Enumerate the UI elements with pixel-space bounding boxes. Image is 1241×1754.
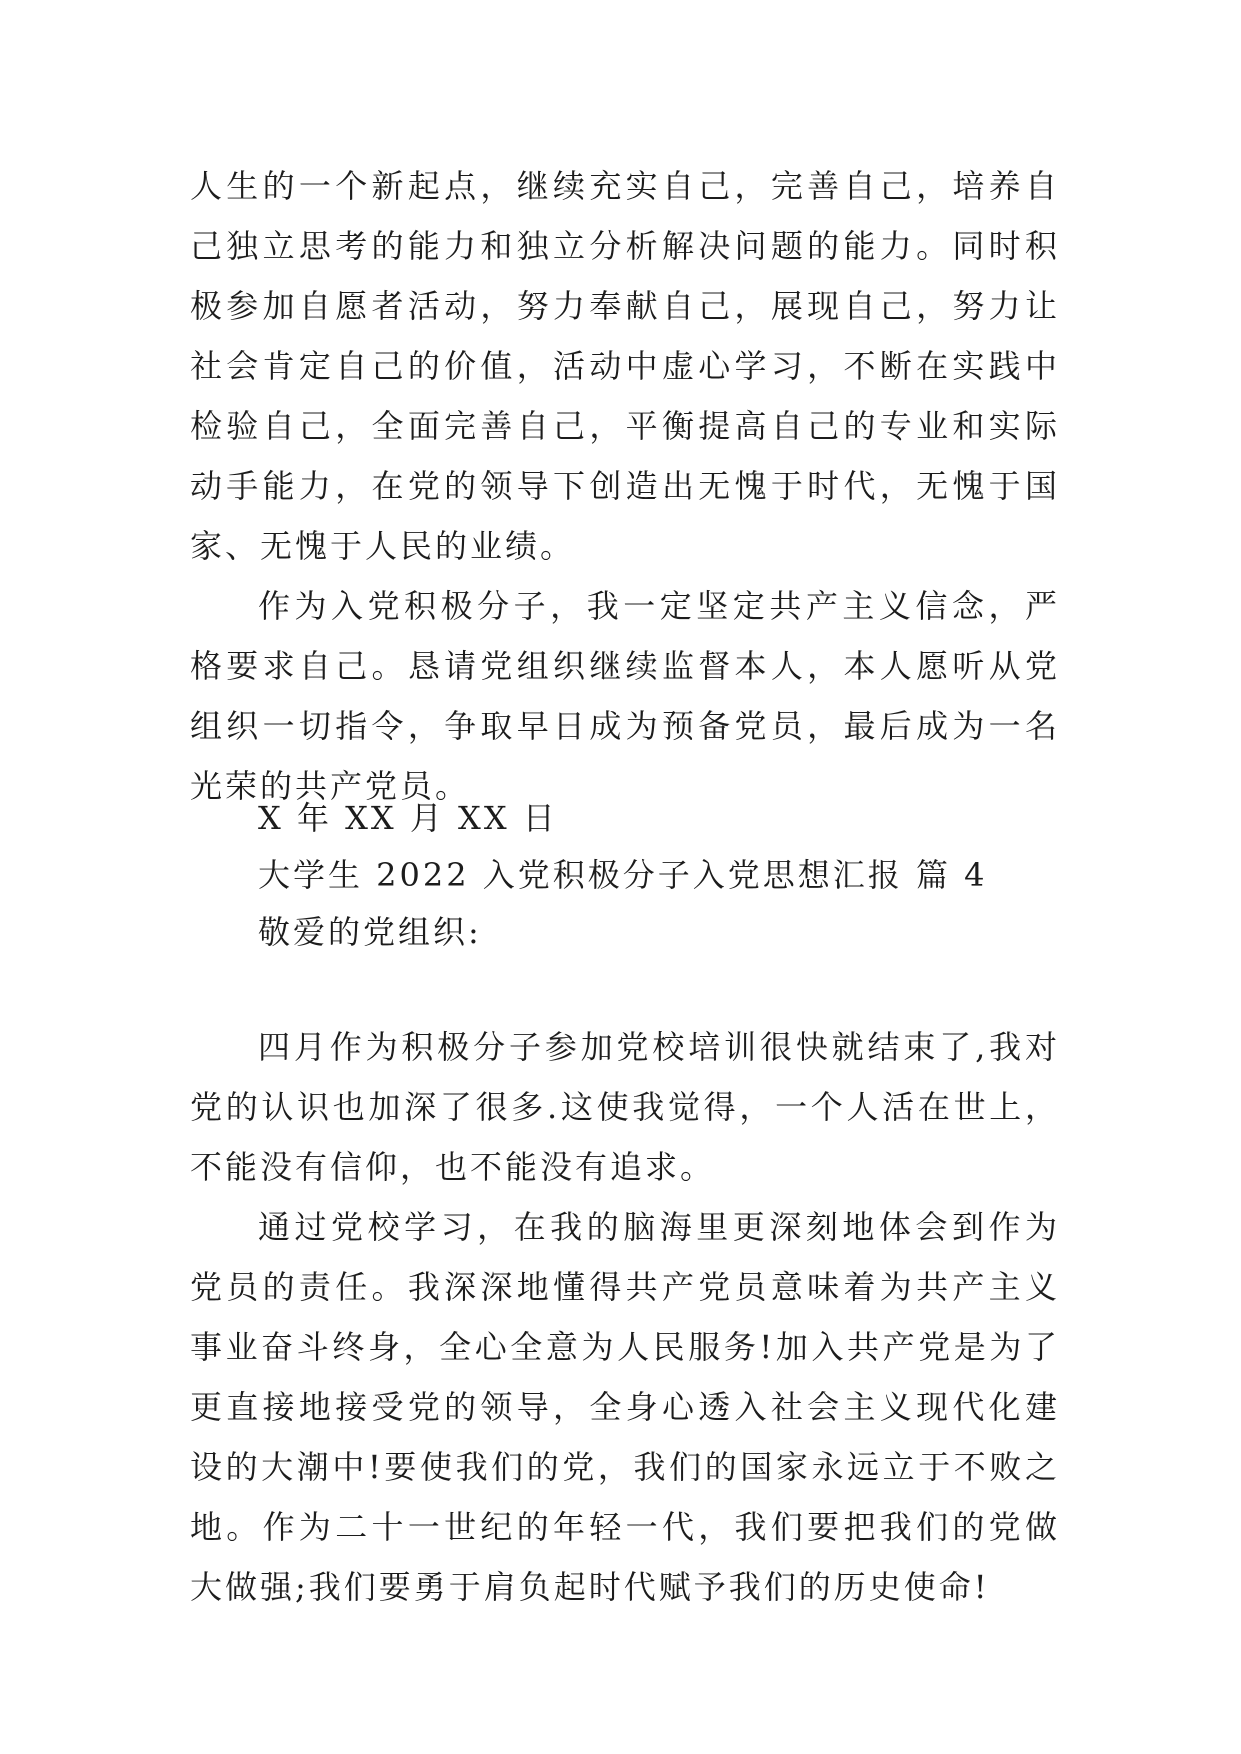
paragraph: 作为入党积极分子，我一定坚定共产主义信念，严格要求自己。恳请党组织继续监督本人，本人愿听从党组织一切指令，争取早日成为预备党员，最后成为一名光荣的共产党员。 — [190, 587, 1060, 805]
body-text-top — [190, 156, 1060, 816]
report-header — [190, 790, 1060, 961]
paragraph: 人生的一个新起点，继续充实自己，完善自己，培养自己独立思考的能力和独立分析解决问题的能力。同时积极参加自愿者活动，努力奉献自己，展现自己，努力让社会肯定自己的价值，活动中虚心学习，不断在实践中检验自己，全面完善自己，平衡提高自己的专业和实际动手能力，在党的领导下创造出无愧于时代，无愧于国家、无愧于人民的业绩。 — [190, 167, 1060, 565]
section-title: 大学生 2022 入党积极分子入党思想汇报 篇 4 — [258, 856, 988, 894]
salutation: 敬爱的党组织: — [258, 913, 482, 951]
report-date: X 年 XX 月 XX 日 — [258, 799, 558, 837]
paragraph: 四月作为积极分子参加党校培训很快就结束了,我对党的认识也加深了很多.这使我觉得，一个人活在世上，不能没有信仰，也不能没有追求。 — [190, 1028, 1060, 1186]
body-text-bottom — [190, 1017, 1060, 1617]
paragraph: 通过党校学习，在我的脑海里更深刻地体会到作为党员的责任。我深深地懂得共产党员意味着为共产主义事业奋斗终身，全心全意为人民服务!加入共产党是为了更直接地接受党的领导，全身心透入社会主义现代化建设的大潮中!要使我们的党，我们的国家永远立于不败之地。作为二十一世纪的年轻一代，我们要把我们的党做大做强;我们要勇于肩负起时代赋予我们的历史使命! — [190, 1208, 1060, 1606]
